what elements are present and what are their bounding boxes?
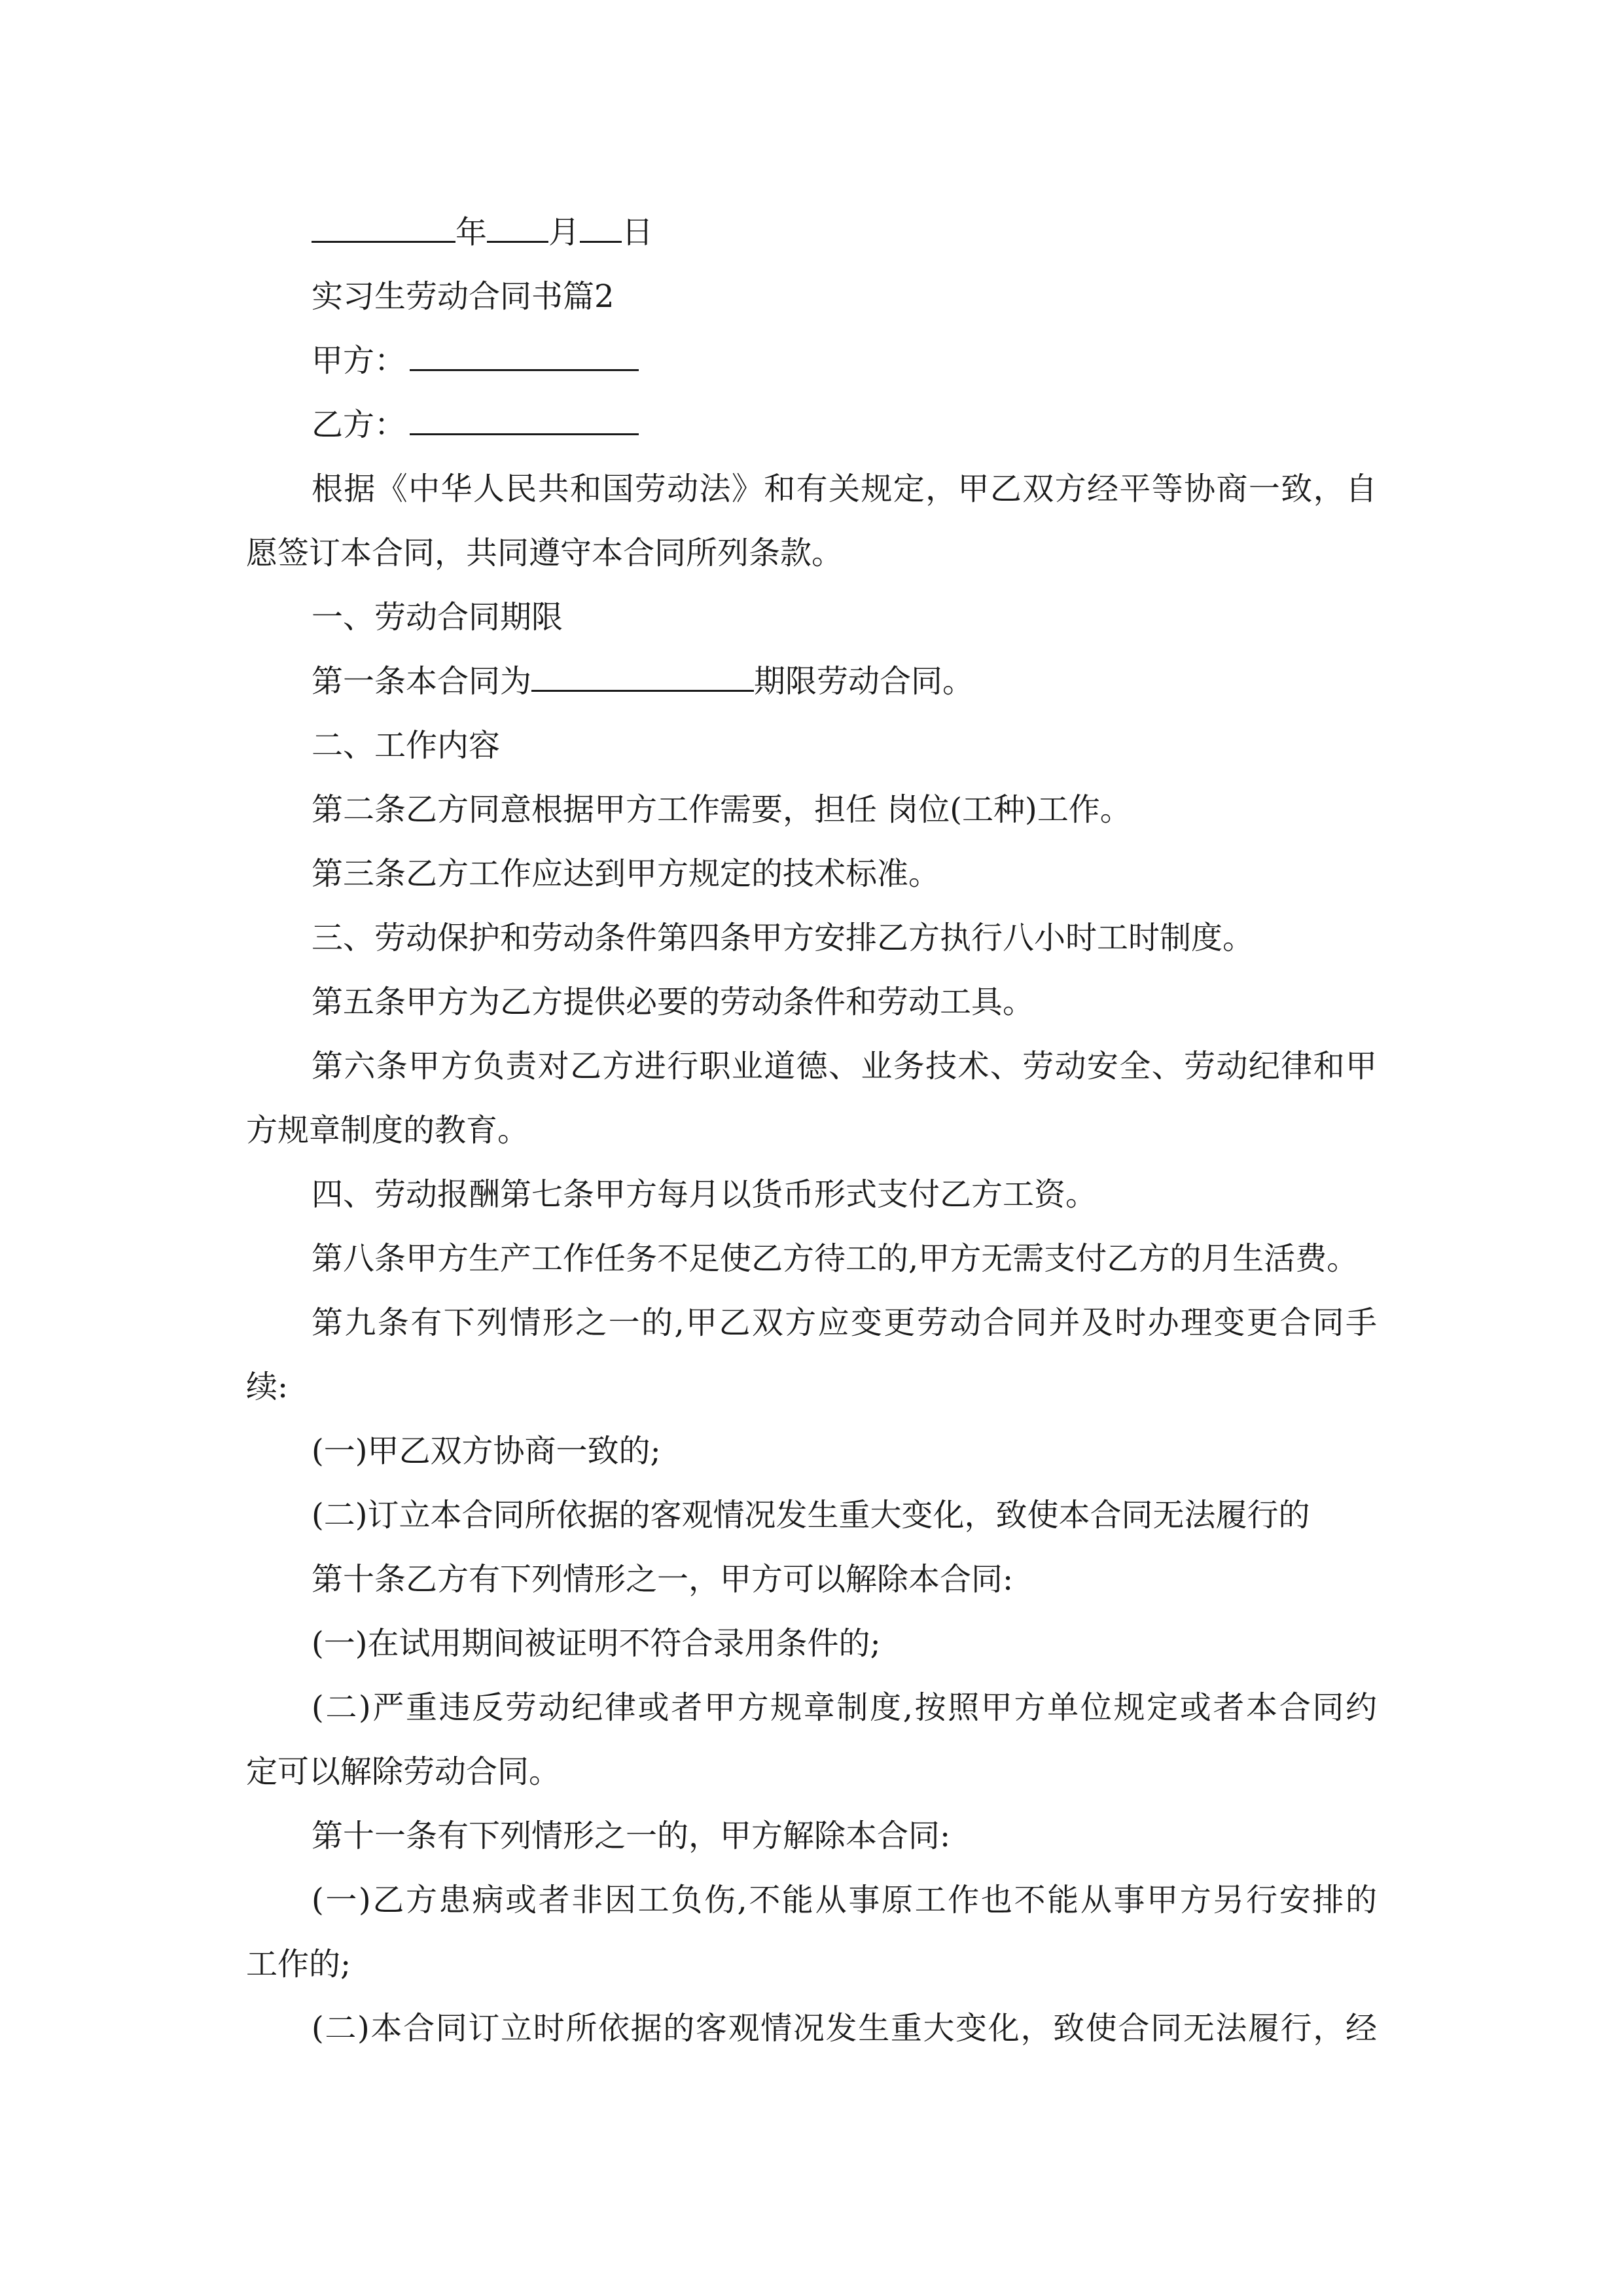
article-6-line-1: 第六条甲方负责对乙方进行职业道德、业务技术、劳动安全、劳动纪律和甲	[312, 1048, 1377, 1085]
article-10-item-2-line-1: (二)严重违反劳动纪律或者甲方规章制度,按照甲方单位规定或者本合同约	[312, 1689, 1377, 1726]
article-9-item-1: (一)甲乙双方协商一致的;	[312, 1433, 661, 1469]
article-11-item-1-line-2: 工作的;	[246, 1946, 351, 1982]
year-blank	[312, 207, 455, 243]
day-blank	[580, 207, 622, 243]
article-9-item-2: (二)订立本合同所依据的客观情况发生重大变化，致使本合同无法履行的	[312, 1497, 1310, 1534]
intro-line-2: 愿签订本合同，共同遵守本合同所列条款。	[246, 535, 844, 571]
party-b-line	[246, 393, 1377, 457]
section-1-heading: 一、劳动合同期限	[312, 599, 563, 636]
month-label: 月	[548, 214, 580, 251]
article-6-line-2: 方规章制度的教育。	[246, 1112, 529, 1149]
article-11: 第十一条有下列情形之一的，甲方解除本合同:	[312, 1818, 951, 1854]
article-3: 第三条乙方工作应达到甲方规定的技术标准。	[312, 855, 940, 892]
article-11-item-1-line-1: (一)乙方患病或者非因工负伤,不能从事原工作也不能从事甲方另行安排的	[312, 1882, 1377, 1918]
article-9-line-1: 第九条有下列情形之一的,甲乙双方应变更劳动合同并及时办理变更合同手	[312, 1304, 1377, 1341]
day-label: 日	[622, 214, 654, 251]
article-5: 第五条甲方为乙方提供必要的劳动条件和劳动工具。	[312, 984, 1035, 1020]
section-2-heading: 二、工作内容	[312, 727, 501, 764]
month-blank	[487, 207, 548, 243]
article-10-item-1: (一)在试用期间被证明不符合录用条件的;	[312, 1625, 881, 1662]
term-blank	[531, 656, 754, 692]
article-10-item-2-line-2: 定可以解除劳动合同。	[246, 1753, 561, 1790]
party-a-blank	[410, 335, 639, 371]
article-11-item-2: (二)本合同订立时所依据的客观情况发生重大变化，致使合同无法履行，经	[312, 2010, 1377, 2047]
document-body	[246, 200, 1377, 2060]
party-b-blank	[410, 399, 639, 435]
year-label: 年	[455, 214, 488, 251]
article-1-after: 期限劳动合同。	[754, 663, 974, 700]
article-2: 第二条乙方同意根据甲方工作需要，担任 岗位(工种)工作。	[312, 791, 1132, 828]
document-title: 实习生劳动合同书篇2	[312, 278, 615, 315]
party-a-line	[246, 329, 1377, 393]
date-line	[246, 200, 1377, 264]
article-1-before: 第一条本合同为	[312, 663, 532, 700]
article-8: 第八条甲方生产工作任务不足使乙方待工的,甲方无需支付乙方的月生活费。	[312, 1240, 1359, 1277]
article-10: 第十条乙方有下列情形之一，甲方可以解除本合同:	[312, 1561, 1014, 1598]
article-1	[246, 649, 1377, 713]
section-4-heading: 四、劳动报酬第七条甲方每月以货币形式支付乙方工资。	[312, 1176, 1097, 1213]
party-a-label: 甲方：	[312, 342, 406, 379]
article-9-line-2: 续:	[246, 1369, 289, 1405]
intro-line-1: 根据《中华人民共和国劳动法》和有关规定，甲乙双方经平等协商一致，自	[312, 471, 1377, 507]
party-b-label: 乙方：	[312, 406, 406, 443]
section-3-heading: 三、劳动保护和劳动条件第四条甲方安排乙方执行八小时工时制度。	[312, 920, 1255, 956]
